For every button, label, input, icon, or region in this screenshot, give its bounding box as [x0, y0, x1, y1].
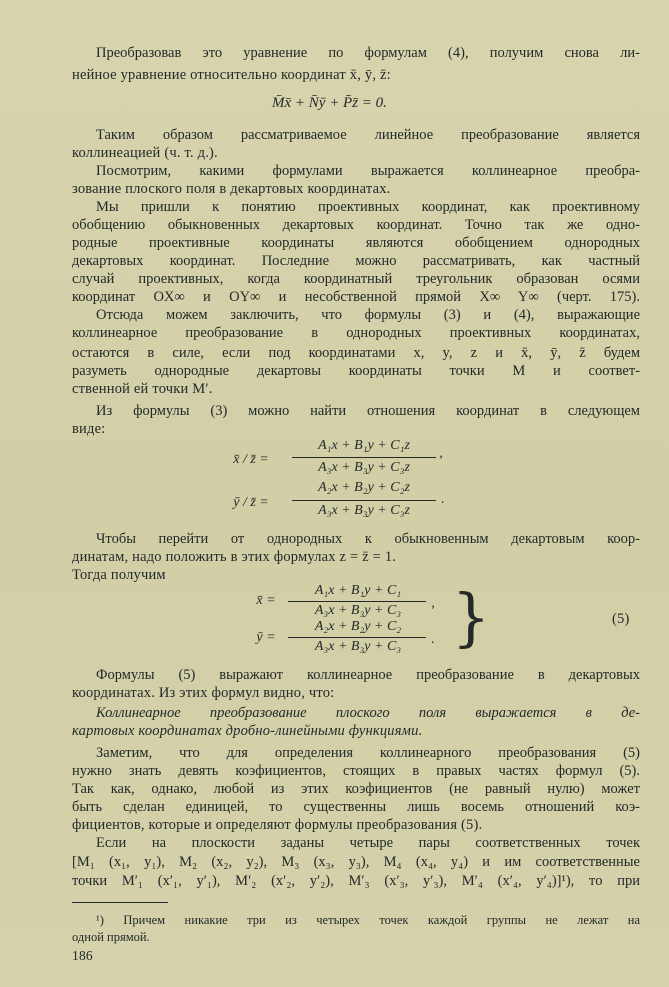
text-line: Формулы (5) выражают коллинеарное преобразование в декартовых [96, 667, 640, 683]
formula-lhs: ȳ / z̄ = [233, 495, 269, 510]
fraction-bar [288, 601, 426, 602]
text-line: точки M′₁ (x′₁, y′₁), M′₂ (x′₂, y′₂), M′₃ (x′₃, y′₃), M′₄ (x′₄, y′₄)]¹), то при [72, 873, 640, 889]
text-line: случай проективных, когда координатный треугольник образован осями [72, 271, 640, 287]
equation-number: (5) [612, 611, 630, 627]
text-line: виде: [72, 421, 106, 437]
formula-denominator: A₃x + B₃y + C₃z [318, 503, 410, 518]
text-line: Таким образом рассматриваемое линейное преобразование является [96, 127, 640, 143]
text-line: Мы пришли к понятию проективных координат, как проективному [96, 199, 640, 215]
footnote-rule [72, 902, 168, 903]
text-line: Если на плоскости заданы четыре пары соответственных точек [96, 835, 640, 851]
equation-linear: M̄x̄ + N̄ȳ + P̄z̄ = 0. [272, 95, 387, 111]
formula-punct: . [431, 632, 435, 647]
text-line: координатах. Из этих формул видно, что: [72, 685, 335, 701]
text-line: нейное уравнение относительно координат x̄, ȳ, z̄: [72, 67, 391, 83]
footnote-line: ¹) Причем никакие три из четырех точек каждой группы не лежат на [96, 913, 640, 927]
text-line: [M₁ (x₁, y₁), M₂ (x₂, y₂), M₃ (x₃, y₃), M₄ (x₄, y₄) и им соответственные [72, 854, 640, 870]
formula-denominator: A₃x + B₃y + C₃ [314, 603, 402, 618]
text-line: остаются в силе, если под координатами x, y, z и x̄, ȳ, z̄ будем [72, 345, 640, 361]
text-line: координат OX∞ и OY∞ и несобственной прямой X∞ Y∞ (черт. 175). [72, 289, 640, 305]
formula-lhs: x̄ / z̄ = [233, 452, 269, 467]
text-line: Тогда получим [72, 567, 166, 583]
formula-numerator: A₂x + B₂y + C₂z [318, 480, 410, 495]
formula-denominator: A₃x + B₃y + C₃ [314, 639, 402, 654]
text-line: динатам, надо положить в этих формулах z = z̄ = 1. [72, 549, 397, 565]
formula-numerator: A₂x + B₂y + C₂ [314, 619, 402, 634]
text-line: родные проективные координаты являются обобщением однородных [72, 235, 640, 251]
text-line: Из формулы (3) можно найти отношения координат в следующем [96, 403, 640, 419]
page-number: 186 [72, 948, 93, 963]
text-line: коллинеацией (ч. т. д.). [72, 145, 218, 161]
text-line: ственной ей точки M′. [72, 381, 213, 397]
fraction-bar [292, 500, 436, 501]
formula-lhs: ȳ = [256, 630, 276, 645]
text-line: Чтобы перейти от однородных к обыкновенным декартовым коор- [96, 531, 640, 547]
text-line: Посмотрим, какими формулами выражается коллинеарное преобра- [96, 163, 640, 179]
formula-numerator: A₁x + B₁y + C₁z [318, 438, 410, 453]
text-line: обобщению обыкновенных декартовых координат. Точно так же одно- [72, 217, 640, 233]
text-line: быть сделан единицей, то существенны лишь восемь отношений коэ- [72, 799, 640, 815]
formula-denominator: A₃x + B₃y + C₃z [318, 460, 410, 475]
text-line: Так как, однако, любой из этих коэфициентов (не равный нулю) может [72, 781, 640, 797]
right-brace-icon: } [452, 581, 491, 655]
theorem-line: картовых координатах дробно-линейными функциями. [72, 723, 423, 739]
footnote-line: одной прямой. [72, 930, 150, 944]
fraction-bar [288, 637, 426, 638]
text-line: коллинеарное преобразование в однородных проективных координатах, [72, 325, 640, 341]
text-line: декартовых координат. Последние можно рассматривать, как частный [72, 253, 640, 269]
formula-lhs: x̄ = [256, 593, 276, 608]
text-line: Преобразовав это уравнение по формулам (4), получим снова ли- [96, 45, 640, 61]
text-line: нужно знать девять коэфициентов, стоящих в правых частях формул (5). [72, 763, 640, 779]
text-line: фициентов, которые и определяют формулы преобразования (5). [72, 817, 483, 833]
theorem-line: Коллинеарное преобразование плоского поля выражается в де- [96, 705, 640, 721]
text-line: зование плоского поля в декартовых координатах. [72, 181, 391, 197]
formula-punct: . [441, 492, 445, 507]
formula-numerator: A₁x + B₁y + C₁ [314, 583, 402, 598]
text-line: Отсюда можем заключить, что формулы (3) и (4), выражающие [96, 307, 640, 323]
formula-punct: , [431, 596, 435, 611]
formula-punct: , [439, 446, 443, 461]
text-line: разуметь однородные декартовы координаты точки M и соответ- [72, 363, 640, 379]
fraction-bar [292, 457, 436, 458]
text-line: Заметим, что для определения коллинеарного преобразования (5) [96, 745, 640, 761]
